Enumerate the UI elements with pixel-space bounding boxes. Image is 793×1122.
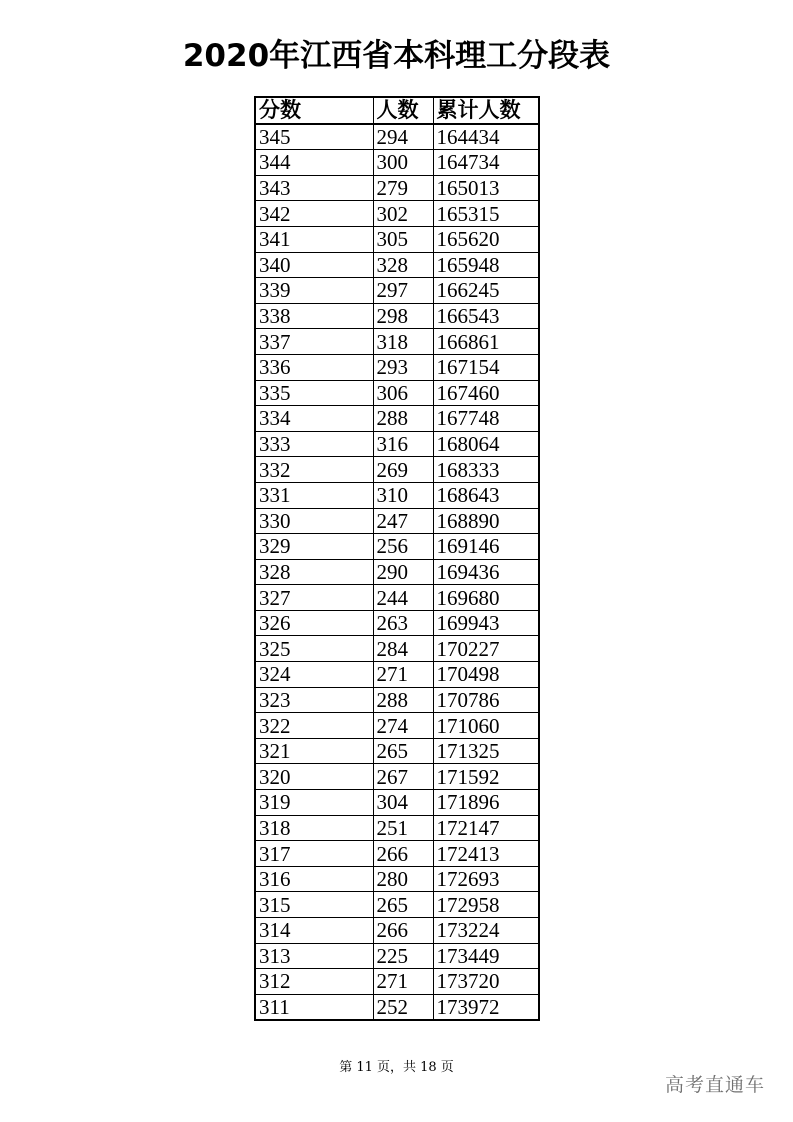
cell-cumulative: 170498 <box>433 662 539 688</box>
table-row <box>255 969 539 995</box>
cell-cumulative: 166245 <box>433 278 539 304</box>
cell-cumulative: 173972 <box>433 994 539 1020</box>
cell-count: 267 <box>373 764 433 790</box>
table-row <box>255 124 539 150</box>
cell-count: 271 <box>373 969 433 995</box>
cell-score: 324 <box>255 662 373 688</box>
page-title: 2020年江西省本科理工分段表 <box>182 38 611 74</box>
cell-count: 328 <box>373 252 433 278</box>
cell-count: 263 <box>373 610 433 636</box>
table-row <box>255 380 539 406</box>
cell-score: 339 <box>255 278 373 304</box>
cell-count: 300 <box>373 150 433 176</box>
table-row <box>255 559 539 585</box>
table-row <box>255 841 539 867</box>
cell-score: 335 <box>255 380 373 406</box>
table-row <box>255 892 539 918</box>
table-row <box>255 329 539 355</box>
cell-score: 332 <box>255 457 373 483</box>
cell-cumulative: 169146 <box>433 534 539 560</box>
cell-count: 305 <box>373 226 433 252</box>
cell-score: 329 <box>255 534 373 560</box>
cell-count: 316 <box>373 431 433 457</box>
cell-score: 317 <box>255 841 373 867</box>
cell-count: 265 <box>373 738 433 764</box>
table-row <box>255 764 539 790</box>
cell-count: 266 <box>373 918 433 944</box>
cell-score: 330 <box>255 508 373 534</box>
cell-count: 274 <box>373 713 433 739</box>
cell-cumulative: 168333 <box>433 457 539 483</box>
cell-count: 252 <box>373 994 433 1020</box>
table-row <box>255 406 539 432</box>
cell-cumulative: 170227 <box>433 636 539 662</box>
cell-score: 337 <box>255 329 373 355</box>
table-row <box>255 252 539 278</box>
table-row <box>255 508 539 534</box>
table-row <box>255 713 539 739</box>
cell-cumulative: 168064 <box>433 431 539 457</box>
table-row <box>255 738 539 764</box>
cell-cumulative: 172147 <box>433 815 539 841</box>
cell-cumulative: 167460 <box>433 380 539 406</box>
cell-score: 326 <box>255 610 373 636</box>
score-table <box>254 96 540 1021</box>
cell-score: 314 <box>255 918 373 944</box>
table-row <box>255 354 539 380</box>
cell-cumulative: 173224 <box>433 918 539 944</box>
table-row <box>255 482 539 508</box>
table-row <box>255 815 539 841</box>
cell-cumulative: 164434 <box>433 124 539 150</box>
cell-cumulative: 171325 <box>433 738 539 764</box>
cell-cumulative: 168643 <box>433 482 539 508</box>
cell-score: 323 <box>255 687 373 713</box>
cell-score: 325 <box>255 636 373 662</box>
cell-count: 297 <box>373 278 433 304</box>
cell-cumulative: 166861 <box>433 329 539 355</box>
cell-count: 244 <box>373 585 433 611</box>
cell-score: 328 <box>255 559 373 585</box>
cell-count: 288 <box>373 406 433 432</box>
cell-cumulative: 169943 <box>433 610 539 636</box>
cell-cumulative: 166543 <box>433 303 539 329</box>
table-row <box>255 636 539 662</box>
cell-cumulative: 169680 <box>433 585 539 611</box>
cell-count: 256 <box>373 534 433 560</box>
cell-score: 345 <box>255 124 373 150</box>
cell-score: 316 <box>255 866 373 892</box>
cell-cumulative: 168890 <box>433 508 539 534</box>
cell-cumulative: 172413 <box>433 841 539 867</box>
table-row <box>255 662 539 688</box>
cell-score: 331 <box>255 482 373 508</box>
header-score: 分数 <box>255 97 373 124</box>
cell-count: 294 <box>373 124 433 150</box>
cell-count: 310 <box>373 482 433 508</box>
table-row <box>255 943 539 969</box>
table-row <box>255 201 539 227</box>
cell-score: 333 <box>255 431 373 457</box>
cell-count: 266 <box>373 841 433 867</box>
cell-count: 302 <box>373 201 433 227</box>
cell-count: 225 <box>373 943 433 969</box>
cell-score: 336 <box>255 354 373 380</box>
cell-score: 340 <box>255 252 373 278</box>
cell-count: 279 <box>373 175 433 201</box>
cell-score: 342 <box>255 201 373 227</box>
cell-count: 318 <box>373 329 433 355</box>
watermark-text: 高考直通车 <box>664 1074 765 1096</box>
cell-cumulative: 172693 <box>433 866 539 892</box>
cell-count: 247 <box>373 508 433 534</box>
table-row <box>255 687 539 713</box>
table-row <box>255 278 539 304</box>
cell-score: 341 <box>255 226 373 252</box>
cell-cumulative: 170786 <box>433 687 539 713</box>
table-row <box>255 585 539 611</box>
cell-score: 334 <box>255 406 373 432</box>
cell-score: 327 <box>255 585 373 611</box>
table-row <box>255 994 539 1020</box>
table-row <box>255 175 539 201</box>
header-count: 人数 <box>373 97 433 124</box>
cell-cumulative: 171896 <box>433 790 539 816</box>
cell-cumulative: 167748 <box>433 406 539 432</box>
cell-score: 318 <box>255 815 373 841</box>
table-row <box>255 534 539 560</box>
cell-score: 321 <box>255 738 373 764</box>
cell-score: 315 <box>255 892 373 918</box>
cell-count: 280 <box>373 866 433 892</box>
cell-count: 288 <box>373 687 433 713</box>
table-header-row <box>255 97 539 124</box>
table-row <box>255 226 539 252</box>
cell-cumulative: 171060 <box>433 713 539 739</box>
cell-score: 311 <box>255 994 373 1020</box>
cell-count: 298 <box>373 303 433 329</box>
header-cumulative: 累计人数 <box>433 97 539 124</box>
table-row <box>255 866 539 892</box>
cell-count: 293 <box>373 354 433 380</box>
cell-count: 306 <box>373 380 433 406</box>
page-footer: 第 11 页，共 18 页 <box>339 1060 454 1075</box>
cell-count: 284 <box>373 636 433 662</box>
cell-count: 271 <box>373 662 433 688</box>
table-body <box>255 124 539 1021</box>
table-row <box>255 303 539 329</box>
cell-cumulative: 172958 <box>433 892 539 918</box>
cell-count: 290 <box>373 559 433 585</box>
cell-cumulative: 165013 <box>433 175 539 201</box>
cell-count: 251 <box>373 815 433 841</box>
cell-cumulative: 165948 <box>433 252 539 278</box>
cell-cumulative: 165315 <box>433 201 539 227</box>
cell-cumulative: 167154 <box>433 354 539 380</box>
cell-cumulative: 165620 <box>433 226 539 252</box>
cell-score: 343 <box>255 175 373 201</box>
cell-cumulative: 171592 <box>433 764 539 790</box>
cell-count: 269 <box>373 457 433 483</box>
cell-score: 320 <box>255 764 373 790</box>
cell-count: 304 <box>373 790 433 816</box>
table-row <box>255 457 539 483</box>
table-row <box>255 150 539 176</box>
table-row <box>255 790 539 816</box>
cell-score: 312 <box>255 969 373 995</box>
table-row <box>255 610 539 636</box>
cell-score: 319 <box>255 790 373 816</box>
cell-score: 313 <box>255 943 373 969</box>
table-row <box>255 431 539 457</box>
cell-score: 322 <box>255 713 373 739</box>
cell-count: 265 <box>373 892 433 918</box>
cell-score: 338 <box>255 303 373 329</box>
cell-score: 344 <box>255 150 373 176</box>
cell-cumulative: 164734 <box>433 150 539 176</box>
table-row <box>255 918 539 944</box>
cell-cumulative: 169436 <box>433 559 539 585</box>
cell-cumulative: 173720 <box>433 969 539 995</box>
cell-cumulative: 173449 <box>433 943 539 969</box>
